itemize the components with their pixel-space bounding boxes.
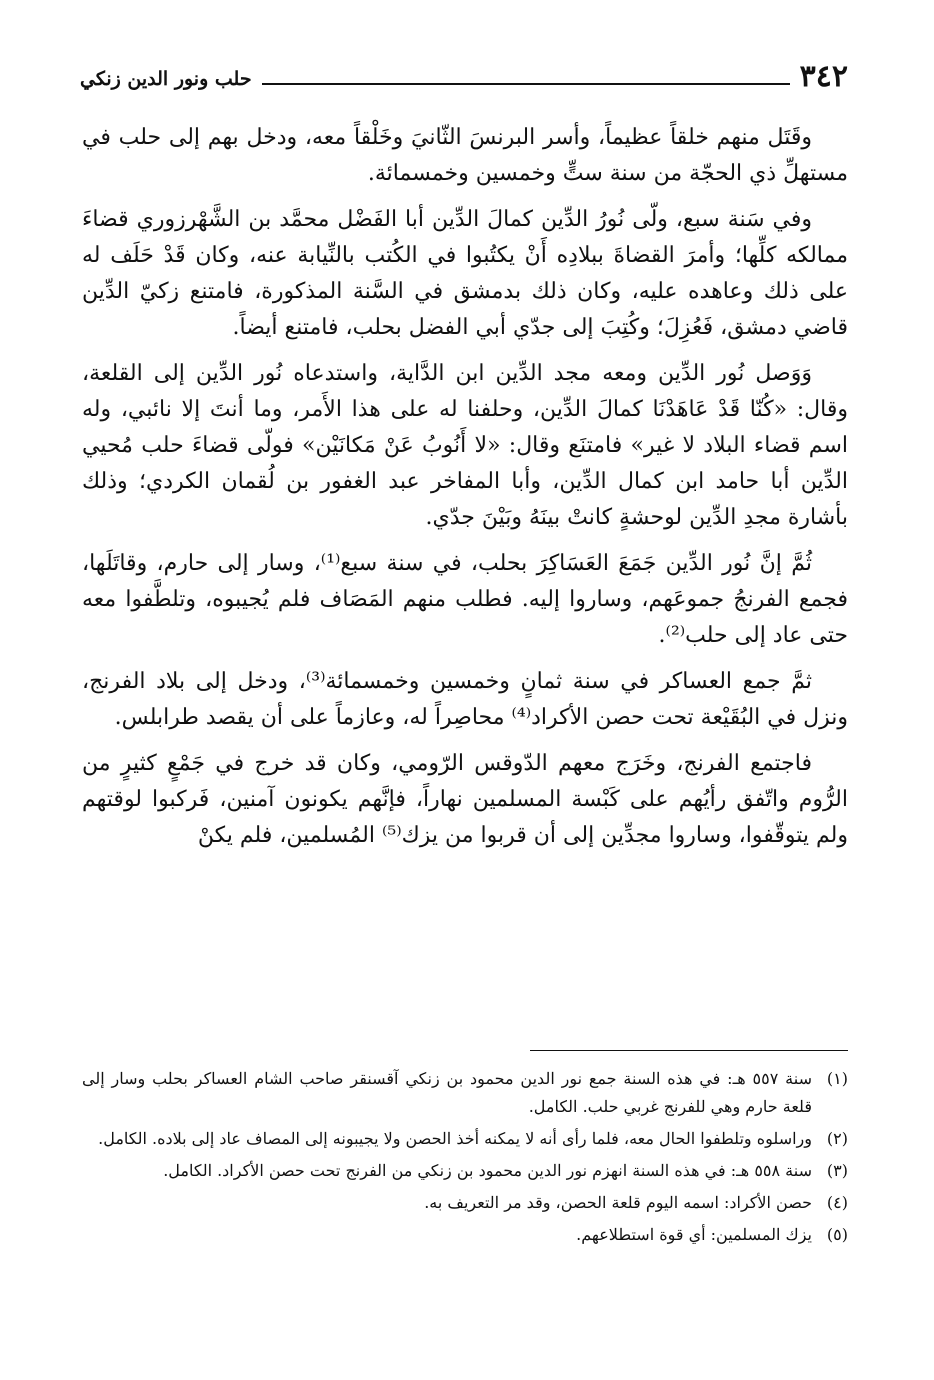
paragraph: فاجتمع الفرنج، وخَرَج معهم الدّوقس الرّومي، وكان قد خرج في جَمْعٍ كثيرٍ من الرُّوم واتّفق رأيُهم على كَبْسة المسلمين نهاراً، فإنَّهم يكونون آمنين، فَركبوا لوقتهم ولم يتوقّفوا، وساروا مجدِّين إلى أن قربوا من يزك⁽⁵⁾ المُسلمين، فلم يكنْ xyxy=(82,751,848,848)
paragraph: وَوَصل نُور الدِّين ومعه مجد الدِّين ابن الدَّاية، واستدعاه نُور الدِّين إلى القلعة، وقال: «كُنّا قَدْ عَاهَدْنَا كمالَ الدِّين، وحلفنا له على هذا الأَمر، وما أنتَ إلا نائبي، وله اسم قضاء البلاد لا غير» فامتنَع وقال: «لا أَنُوبُ عَنْ مَكانَيْن» فولّى قضاءَ حلب مُحيي الدِّين أبا حامد ابن كمال الدِّين، وأبا المفاخر عبد الغفور بن لُقمان الكردي؛ وذلك بأشارة مجدِ الدِّين لوحشةٍ كانتْ بينَهُ وبَيْنَ جدّي. xyxy=(82,361,848,530)
running-title: حلب ونور الدين زنكي xyxy=(80,68,252,90)
footnote-text: سنة ٥٥٨ هـ: في هذه السنة انهزم نور الدين محمود بن زنكي من الفرنج تحت حصن الأكراد. الكامل. xyxy=(163,1161,812,1180)
footnote-number: (١) xyxy=(826,1069,848,1088)
page-number: ٣٤٢ xyxy=(799,59,848,94)
footnote-text: وراسلوه وتلطفوا الحال معه، فلما رأى أنه لا يمكنه أخذ الحصن ولا يجيبونه إلى المصاف عاد إلى بلاده. الكامل. xyxy=(98,1129,812,1148)
footnote xyxy=(82,1157,848,1185)
footnote-text: حصن الأكراد: اسمه اليوم قلعة الحصن، وقد مر التعريف به. xyxy=(424,1193,812,1212)
footnote-separator xyxy=(530,1050,848,1051)
footnote-number: (٥) xyxy=(826,1225,848,1244)
footnotes xyxy=(82,1065,848,1253)
main-text xyxy=(82,120,848,864)
paragraph: وقَتَل منهم خلقاً عظيماً، وأسر البرنسَ الثّانيَ وخَلْقاً معه، ودخل بهم إلى حلب في مستهلِّ ذي الحجّة من سنة ستٍّ وخمسين وخمسمائة. xyxy=(82,125,848,186)
footnote xyxy=(82,1065,848,1121)
footnote-number: (٤) xyxy=(826,1193,848,1212)
paragraph: وفي سَنة سبع، ولّى نُورُ الدِّين كمالَ الدِّين أبا الفَضْل محمَّد بن الشَّهْرزوري قضاءَ ممالكه كلِّها؛ وأمرَ القضاةَ ببلادِه أَنْ يكتُبوا في الكُتب بالنِّيابة عنه، وكان قَدْ حَلَف له على ذلك وعاهده عليه، وكان ذلك بدمشق في السَّنة المذكورة، فامتنع زكيّ الدِّين قاضي دمشق، فَعُزِلَ؛ وكُتِبَ إلى جدّي أبي الفضل بحلب، فامتنع أيضاً. xyxy=(82,207,848,340)
footnote-text: سنة ٥٥٧ هـ: في هذه السنة جمع نور الدين محمود بن زنكي آقسنقر صاحب الشام العساكر بحلب وسار إلى قلعة حارم وهي للفرنج غربي حلب. الكامل. xyxy=(82,1069,812,1116)
footnote xyxy=(82,1189,848,1217)
paragraph: ثُمَّ إنَّ نُور الدِّين جَمَعَ العَسَاكِرَ بحلب، في سنة سبع⁽¹⁾، وسار إلى حارم، وقاتَلَها، فجمع الفرنجُ جموعَهم، وساروا إليه. فطلب منهم المَصَاف فلم يُجيبوه، وتلطَّفوا معه حتى عاد إلى حلب⁽²⁾. xyxy=(82,551,848,648)
page-header xyxy=(80,58,848,94)
header-rule xyxy=(262,83,790,85)
footnote-number: (٣) xyxy=(826,1161,848,1180)
footnote xyxy=(82,1221,848,1249)
footnote-text: يزك المسلمين: أي قوة استطلاعهم. xyxy=(576,1225,812,1244)
paragraph: ثمَّ جمع العساكر في سنة ثمانٍ وخمسين وخمسمائة⁽³⁾، ودخل إلى بلاد الفرنج، ونزل في البُقَيْعة تحت حصن الأكراد⁽⁴⁾ محاصِراً له، وعازماً على أن يقصد طرابلس. xyxy=(82,669,848,730)
footnote xyxy=(82,1125,848,1153)
footnote-number: (٢) xyxy=(826,1129,848,1148)
